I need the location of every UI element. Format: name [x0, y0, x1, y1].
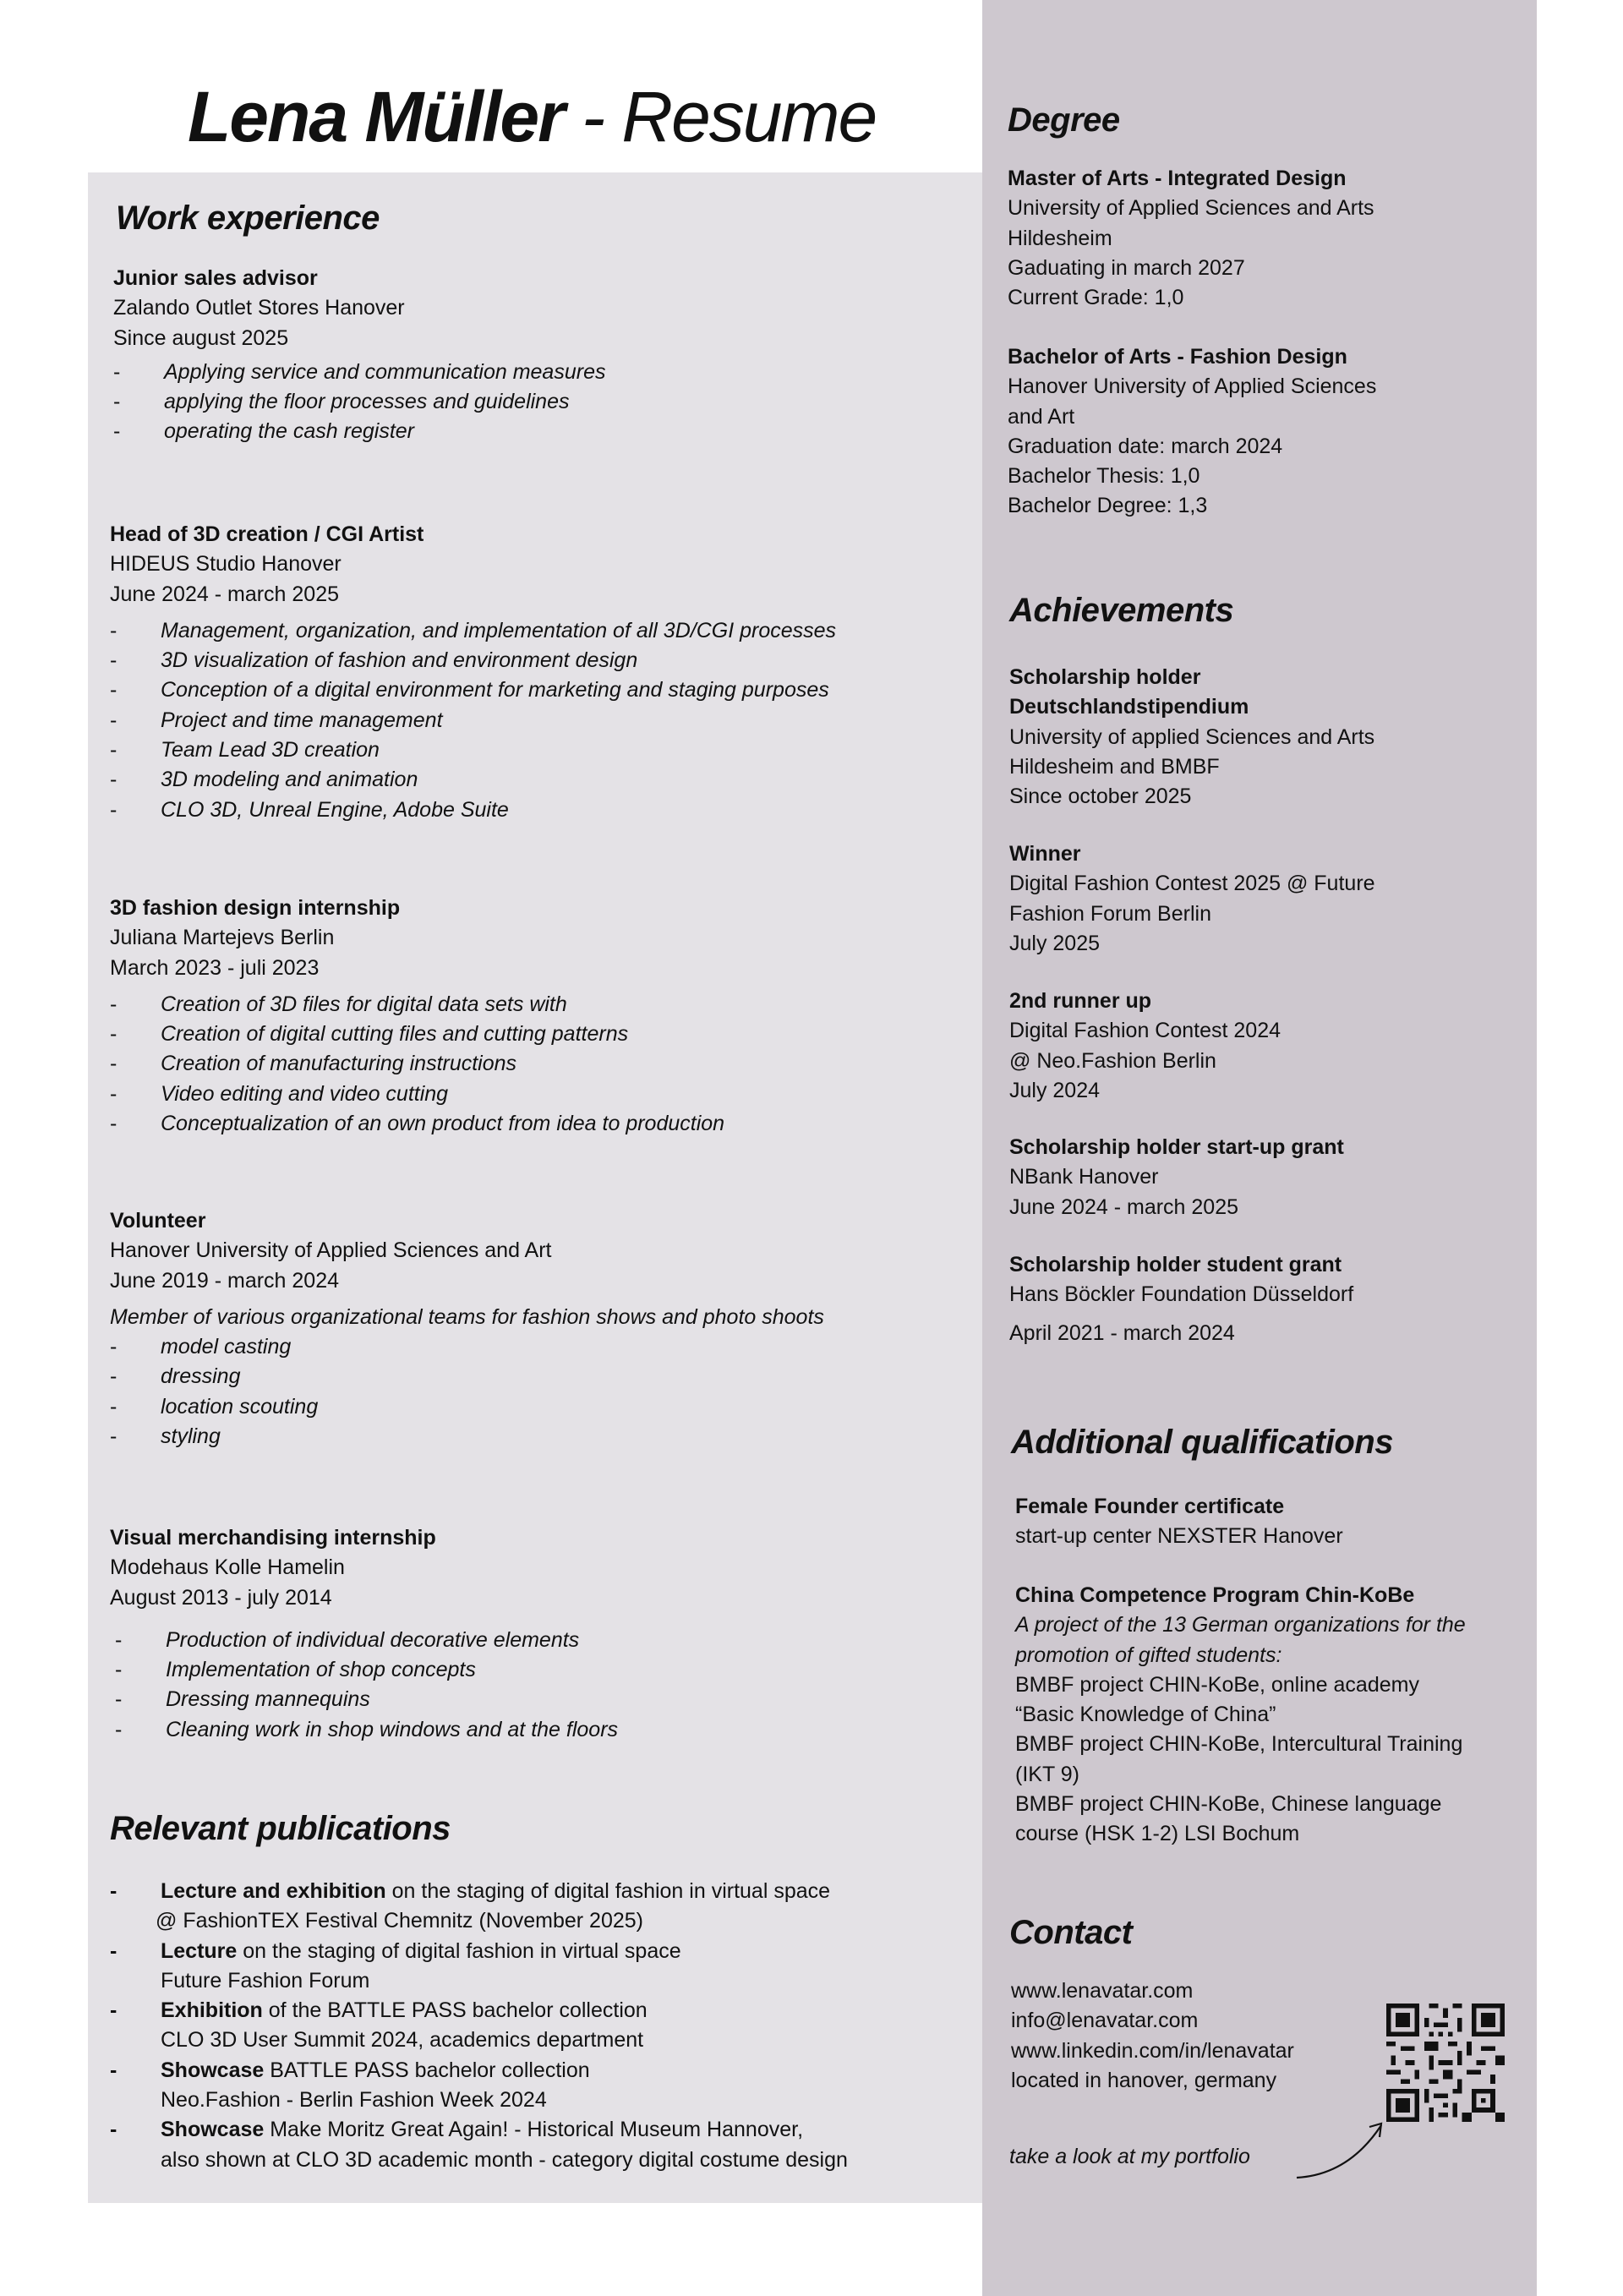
qualification-line: (IKT 9)	[1015, 1762, 1079, 1786]
degree-line: Graduation date: march 2024	[1008, 434, 1283, 458]
job-bullet: - Creation of manufacturing instructions	[110, 1049, 724, 1079]
job-3d-internship	[110, 894, 724, 1139]
achievement-startup-grant	[1009, 1133, 1344, 1222]
qualification-line: BMBF project CHIN-KoBe, Chinese language	[1015, 1792, 1442, 1817]
publication-desc: of the BATTLE PASS bachelor collection	[262, 1998, 648, 2023]
job-junior-sales	[113, 264, 605, 447]
location: located in hanover, germany	[1011, 2068, 1277, 2092]
achievement-line: @ Neo.Fashion Berlin	[1009, 1048, 1216, 1073]
job-period: Since august 2025	[113, 325, 289, 350]
qualification-female-founder	[1015, 1492, 1343, 1552]
job-bullet: - Dressing mannequins	[115, 1685, 618, 1714]
degree-title: Master of Arts - Integrated Design	[1008, 167, 1347, 190]
publication-venue: Neo.Fashion - Berlin Fashion Week 2024	[161, 2088, 547, 2113]
degree-line: Bachelor Thesis: 1,0	[1008, 464, 1200, 489]
achievement-line: Fashion Forum Berlin	[1009, 901, 1211, 926]
achievement-student-grant	[1009, 1250, 1353, 1348]
achievement-title: Deutschlandstipendium	[1009, 695, 1249, 719]
publication-type: Lecture	[161, 1938, 238, 1963]
job-title: Junior sales advisor	[113, 266, 318, 290]
job-bullet: - Production of individual decorative elements	[115, 1626, 618, 1655]
publication-item	[110, 2056, 848, 2116]
qr-code-icon[interactable]	[1386, 2004, 1505, 2122]
job-bullet: - Conceptualization of an own product from idea to production	[110, 1109, 724, 1139]
job-bullet: - Creation of digital cutting files and cutting patterns	[110, 1020, 724, 1049]
publication-type: Showcase	[161, 2058, 265, 2082]
qualification-line: BMBF project CHIN-KoBe, Intercultural Training	[1015, 1732, 1463, 1757]
job-bullet: - Implementation of shop concepts	[115, 1655, 618, 1685]
job-org: HIDEUS Studio Hanover	[110, 552, 342, 577]
job-title: Visual merchandising internship	[110, 1526, 436, 1550]
job-bullet: - location scouting	[110, 1392, 824, 1422]
job-volunteer	[110, 1206, 824, 1451]
job-bullet: - Cleaning work in shop windows and at the floors	[115, 1715, 618, 1745]
publication-item	[110, 1996, 848, 2056]
achievements-heading: Achievements	[1009, 592, 1234, 629]
achievement-line: Hans Böckler Foundation Düsseldorf	[1009, 1282, 1354, 1307]
achievement-line: Digital Fashion Contest 2025 @ Future	[1009, 872, 1375, 896]
publication-desc: Make Moritz Great Again! - Historical Museum Hannover,	[264, 2118, 804, 2142]
title-suffix: - Resume	[563, 77, 877, 156]
job-title: Head of 3D creation / CGI Artist	[110, 522, 424, 546]
publications-list	[110, 1877, 848, 2175]
degree-line: Gaduating in march 2027	[1008, 255, 1245, 280]
publication-desc: BATTLE PASS bachelor collection	[264, 2058, 590, 2082]
qualification-intro: promotion of gifted students:	[1015, 1643, 1282, 1667]
achievement-line: July 2024	[1009, 1078, 1101, 1102]
job-period: March 2023 - juli 2023	[110, 955, 320, 980]
website-link[interactable]: www.lenavatar.com	[1011, 1979, 1194, 2003]
publication-desc: on the staging of digital fashion in virtual space	[237, 1938, 681, 1963]
job-bullet: - Project and time management	[110, 706, 836, 735]
contact-details	[1011, 1976, 1294, 2096]
job-bullet: - 3D visualization of fashion and environment design	[110, 646, 836, 675]
portfolio-note: take a look at my portfolio	[1009, 2145, 1250, 2168]
job-visual-merch	[110, 1523, 618, 1745]
achievement-line: July 2025	[1009, 931, 1101, 955]
achievement-line: June 2024 - march 2025	[1009, 1194, 1239, 1219]
qualification-title: China Competence Program Chin-KoBe	[1015, 1583, 1415, 1607]
job-org: Juliana Martejevs Berlin	[110, 926, 335, 950]
publication-type: Showcase	[161, 2118, 265, 2142]
publication-venue: @ FashionTEX Festival Chemnitz (November 2025)	[156, 1909, 643, 1933]
degree-bachelor	[1008, 342, 1376, 522]
qualification-title: Female Founder certificate	[1015, 1495, 1285, 1518]
publication-venue: also shown at CLO 3D academic month - category digital costume design	[161, 2147, 848, 2172]
job-head-3d	[110, 520, 836, 825]
email-link[interactable]: info@lenavatar.com	[1011, 2009, 1199, 2033]
qualification-line: “Basic Knowledge of China”	[1015, 1703, 1276, 1727]
achievement-line: Hildesheim and BMBF	[1009, 754, 1220, 779]
job-bullet: - styling	[110, 1422, 824, 1451]
achievement-line: University of applied Sciences and Arts	[1009, 724, 1375, 749]
qualification-line: course (HSK 1-2) LSI Bochum	[1015, 1822, 1300, 1846]
job-period: June 2024 - march 2025	[110, 582, 340, 606]
work-heading: Work experience	[116, 200, 380, 237]
achievement-winner	[1009, 839, 1375, 959]
job-bullet: - Team Lead 3D creation	[110, 735, 836, 765]
achievement-title: Winner	[1009, 842, 1081, 866]
publication-item	[110, 1877, 848, 1937]
job-period: June 2019 - march 2024	[110, 1268, 340, 1293]
job-title: 3D fashion design internship	[110, 896, 401, 920]
degree-master	[1008, 164, 1374, 313]
qualification-line: BMBF project CHIN-KoBe, online academy	[1015, 1672, 1419, 1697]
arrow-icon	[1293, 2118, 1388, 2183]
publication-item	[110, 1937, 848, 1997]
publication-desc: on the staging of digital fashion in virtual space	[385, 1879, 831, 1903]
achievement-title: 2nd runner up	[1009, 989, 1152, 1013]
degree-heading: Degree	[1008, 101, 1120, 139]
qualification-chin-kobe	[1015, 1581, 1466, 1850]
publication-venue: CLO 3D User Summit 2024, academics department	[161, 2028, 644, 2053]
qualification-intro: A project of the 13 German organizations for the	[1015, 1613, 1466, 1637]
degree-line: Hanover University of Applied Sciences	[1008, 374, 1377, 399]
job-bullet: - 3D modeling and animation	[110, 765, 836, 795]
achievement-runner-up	[1009, 987, 1281, 1106]
job-intro: Member of various organizational teams for fashion shows and photo shoots	[110, 1304, 824, 1329]
job-bullet: - Creation of 3D files for digital data sets with	[110, 990, 724, 1020]
achievement-line: April 2021 - march 2024	[1009, 1320, 1235, 1345]
job-bullet: - model casting	[110, 1332, 824, 1362]
publication-item	[110, 2115, 848, 2175]
degree-line: Current Grade: 1,0	[1008, 286, 1184, 310]
degree-line: and Art	[1008, 404, 1075, 429]
job-period: August 2013 - july 2014	[110, 1585, 332, 1610]
job-org: Modehaus Kolle Hamelin	[110, 1555, 345, 1580]
achievement-line: Digital Fashion Contest 2024	[1009, 1019, 1281, 1043]
job-bullet: - Video editing and video cutting	[110, 1080, 724, 1109]
degree-title: Bachelor of Arts - Fashion Design	[1008, 345, 1347, 369]
achievement-title: Scholarship holder start-up grant	[1009, 1135, 1344, 1159]
degree-line: University of Applied Sciences and Arts	[1008, 196, 1374, 221]
achievement-title: Scholarship holder student grant	[1009, 1253, 1342, 1276]
publication-type: Lecture and exhibition	[161, 1879, 386, 1903]
publication-type: Exhibition	[161, 1998, 263, 2023]
publication-venue: Future Fashion Forum	[161, 1968, 370, 1993]
degree-line: Bachelor Degree: 1,3	[1008, 494, 1208, 518]
linkedin-link[interactable]: www.linkedin.com/in/lenavatar	[1011, 2038, 1294, 2063]
job-bullet: - dressing	[110, 1362, 824, 1391]
job-org: Zalando Outlet Stores Hanover	[113, 296, 405, 320]
job-bullet: - Management, organization, and implementation of all 3D/CGI processes	[110, 616, 836, 646]
qualification-line: start-up center NEXSTER Hanover	[1015, 1524, 1343, 1549]
achievement-deutschlandstipendium	[1009, 663, 1374, 812]
achievement-line: Since october 2025	[1009, 784, 1192, 809]
job-bullet: - Applying service and communication measures	[113, 358, 605, 387]
publications-heading: Relevant publications	[110, 1810, 451, 1847]
job-bullet: - operating the cash register	[113, 417, 605, 446]
achievement-line: NBank Hanover	[1009, 1165, 1159, 1189]
job-bullet: - CLO 3D, Unreal Engine, Adobe Suite	[110, 795, 836, 825]
page-title	[188, 77, 877, 156]
job-org: Hanover University of Applied Sciences and Art	[110, 1238, 552, 1263]
degree-line: Hildesheim	[1008, 226, 1112, 250]
name: Lena Müller	[188, 77, 564, 156]
contact-heading: Contact	[1009, 1914, 1133, 1951]
qualifications-heading: Additional qualifications	[1011, 1424, 1393, 1461]
job-bullet: - applying the floor processes and guidelines	[113, 387, 605, 417]
job-bullet: - Conception of a digital environment for marketing and staging purposes	[110, 675, 836, 705]
achievement-title: Scholarship holder	[1009, 665, 1201, 689]
job-title: Volunteer	[110, 1209, 206, 1233]
